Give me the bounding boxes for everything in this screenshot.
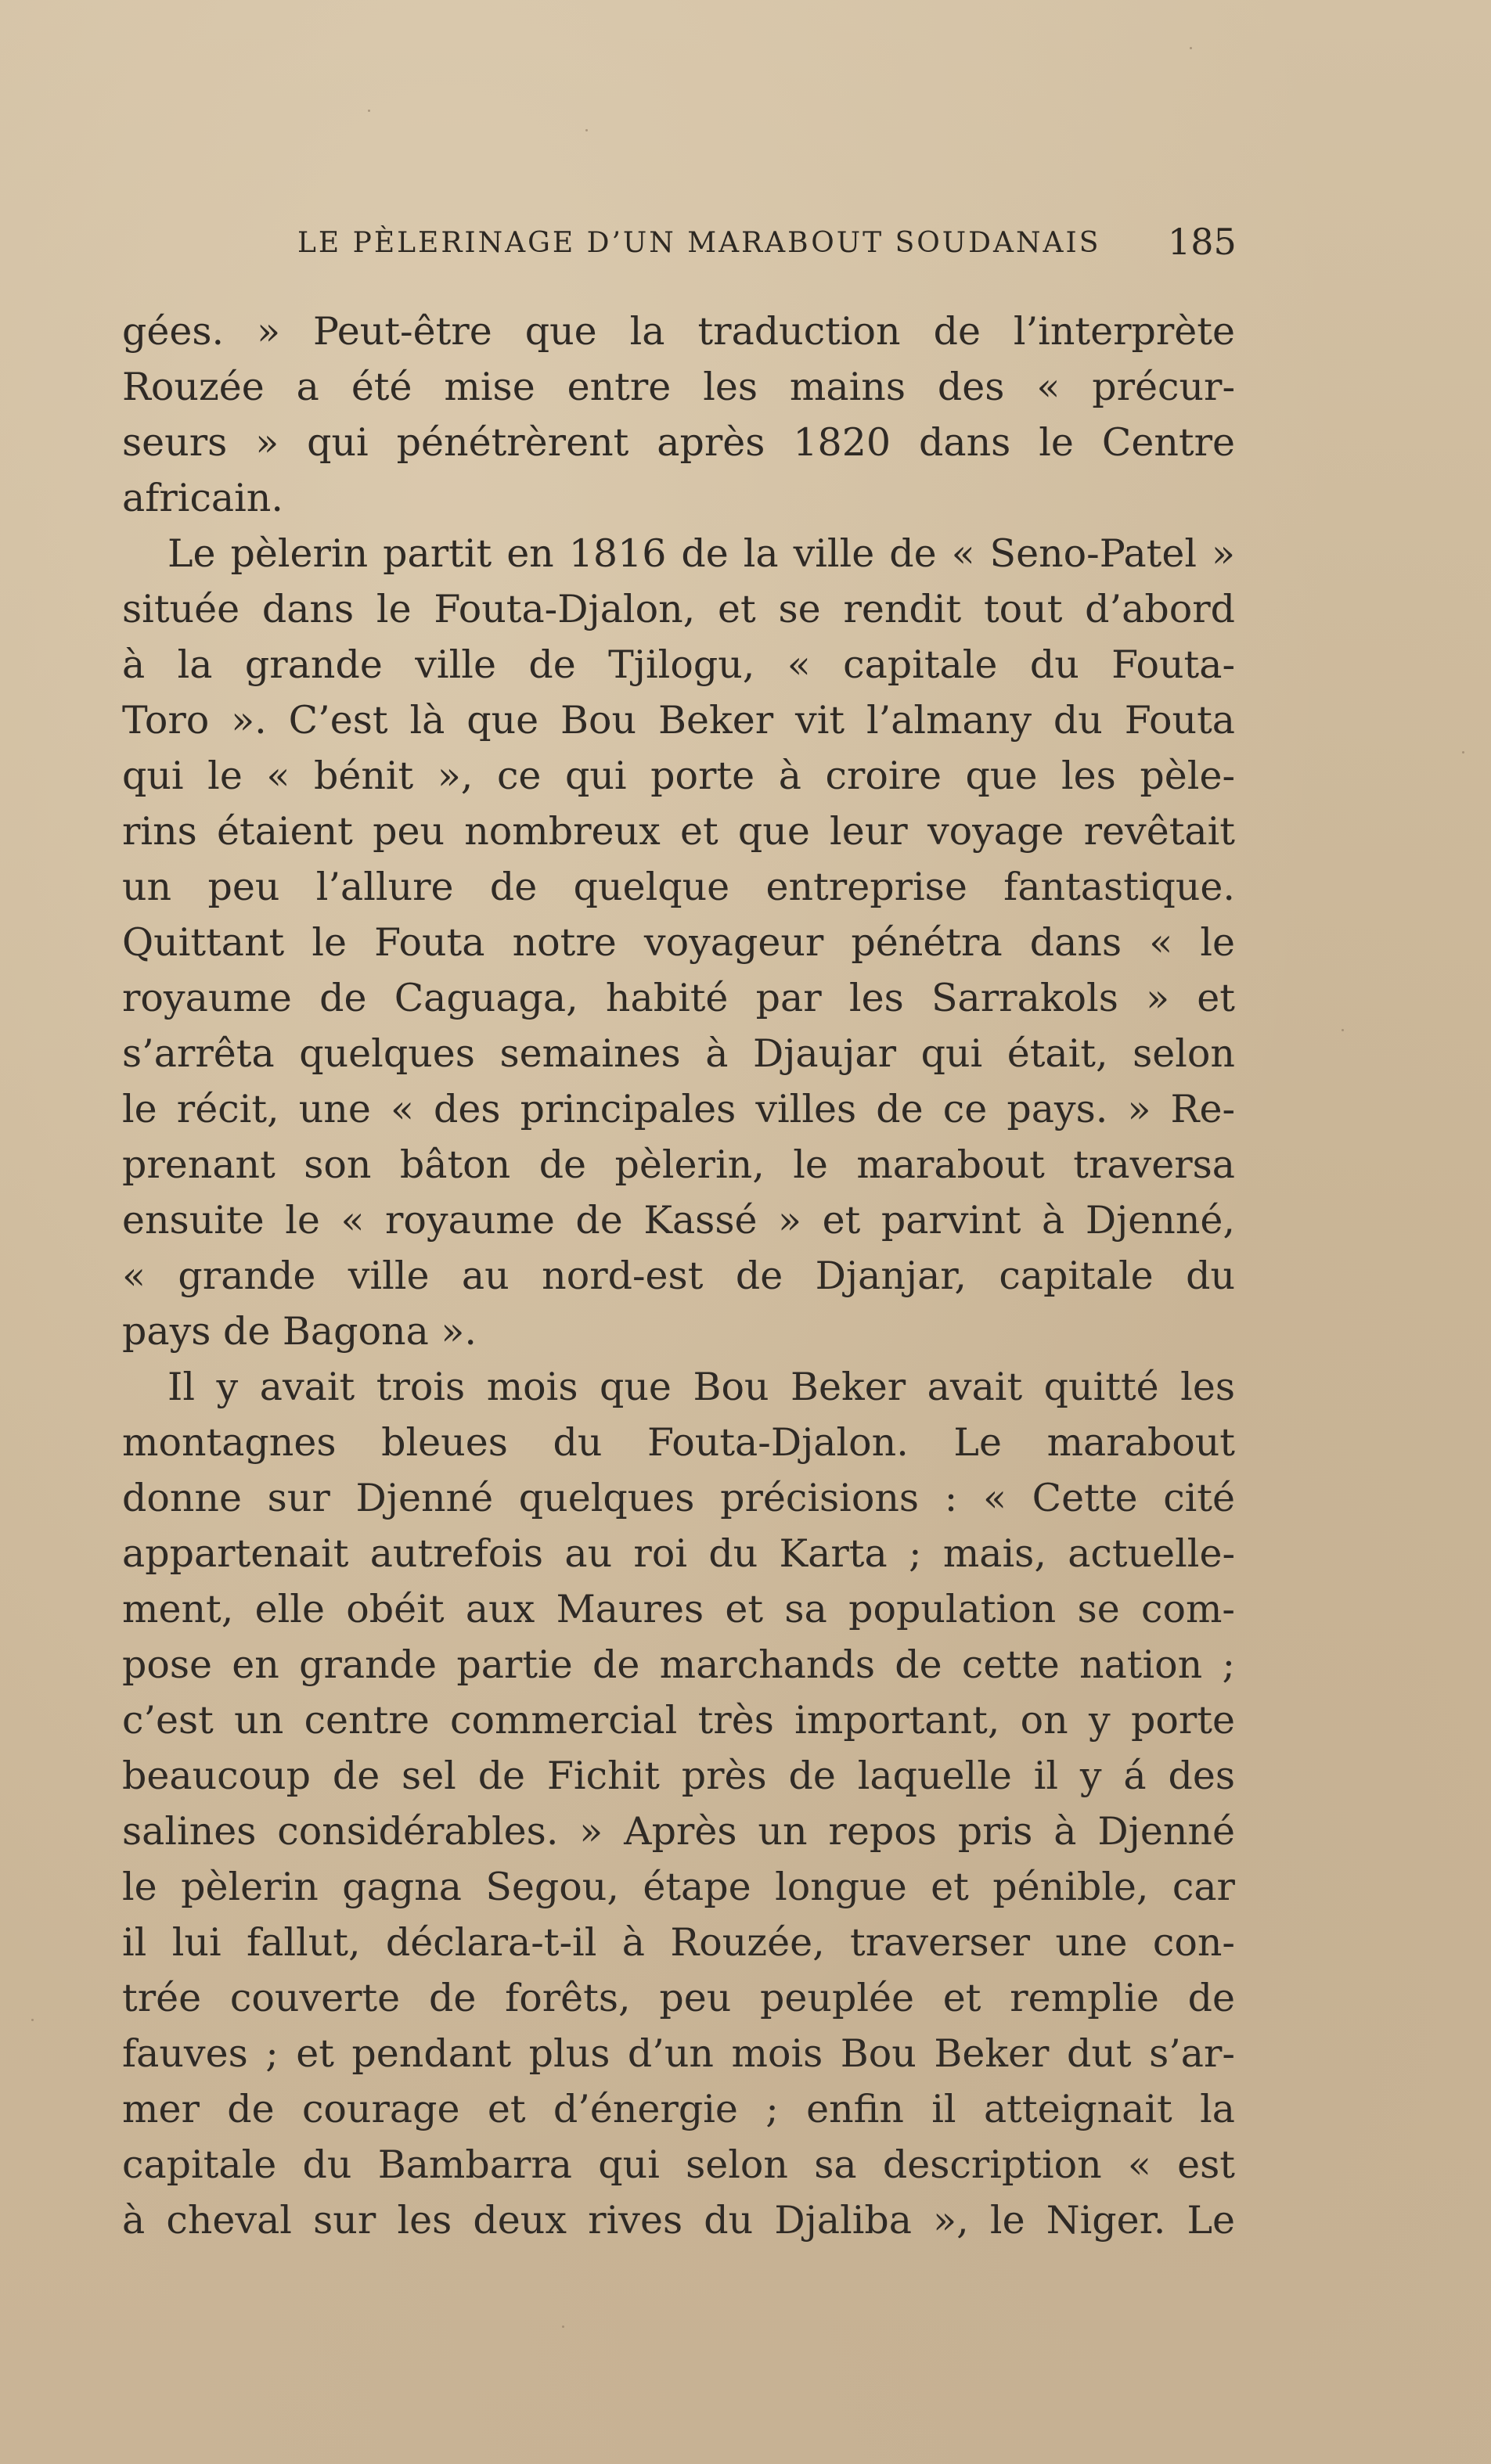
text-line: située dans le Fouta-Djalon, et se rendit tout d’abord [122,587,1235,631]
text-line: salines considérables. » Après un repos pris à Djenné [122,1809,1235,1854]
text-line: c’est un centre commercial très important, on y porte [122,1698,1235,1743]
text-line: prenant son bâton de pèlerin, le marabout traversa [122,1142,1235,1187]
body-text [122,304,1235,2248]
text-line: à cheval sur les deux rives du Djaliba », le Niger. Le [122,2198,1235,2243]
text-line: rins étaient peu nombreux et que leur voyage revêtait [122,809,1235,854]
text-line: Toro ». C’est là que Bou Beker vit l’almany du Fouta [122,698,1235,743]
text-line: fauves ; et pendant plus d’un mois Bou Beker dut s’ar- [122,2031,1235,2076]
text-line: ensuite le « royaume de Kassé » et parvint à Djenné, [122,1198,1235,1243]
text-line: s’arrêta quelques semaines à Djaujar qui était, selon [122,1031,1235,1076]
text-line: mer de courage et d’énergie ; enfin il atteignait la [122,2087,1235,2131]
text-line: seurs » qui pénétrèrent après 1820 dans le Centre [122,420,1235,465]
text-line: un peu l’allure de quelque entreprise fantastique. [122,865,1235,909]
text-line: montagnes bleues du Fouta-Djalon. Le marabout [122,1420,1235,1465]
paper-speck [368,110,370,112]
paper-speck [1190,47,1192,49]
text-line: Il y avait trois mois que Bou Beker avait quitté les [167,1365,1235,1409]
text-line: Rouzée a été mise entre les mains des « précur- [122,365,1235,409]
paper-speck [562,2326,564,2328]
text-line: il lui fallut, déclara-t-il à Rouzée, traverser une con- [122,1920,1235,1965]
text-line: qui le « bénit », ce qui porte à croire que les pèle- [122,754,1235,798]
text-line: Le pèlerin partit en 1816 de la ville de « Seno-Patel » [167,531,1235,576]
text-line: le pèlerin gagna Segou, étape longue et pénible, car [122,1865,1235,1909]
running-head: LE PÈLERINAGE D’UN MARABOUT SOUDANAIS [297,227,1101,259]
text-line: « grande ville au nord-est de Djanjar, capitale du [122,1254,1235,1298]
text-line: royaume de Caguaga, habité par les Sarrakols » et [122,976,1235,1020]
page-number: 185 [1168,221,1237,263]
text-line: capitale du Bambarra qui selon sa description « est [122,2142,1235,2187]
text-line: trée couverte de forêts, peu peuplée et remplie de [122,1976,1235,2020]
text-line: le récit, une « des principales villes de ce pays. » Re- [122,1087,1235,1131]
paper-speck [1462,751,1464,754]
text-line: pays de Bagona ». [122,1309,477,1354]
text-line: ment, elle obéit aux Maures et sa population se com- [122,1587,1235,1631]
text-line: appartenait autrefois au roi du Karta ; mais, actuelle- [122,1531,1235,1576]
text-line: donne sur Djenné quelques précisions : « Cette cité [122,1476,1235,1520]
text-line: gées. » Peut-être que la traduction de l’interprète [122,309,1235,354]
paper-speck [31,2019,34,2021]
text-line: africain. [122,476,283,520]
paper-speck [1342,1029,1344,1031]
paper-speck [585,129,588,131]
text-line: à la grande ville de Tjilogu, « capitale du Fouta- [122,642,1235,687]
text-line: beaucoup de sel de Fichit près de laquelle il y á des [122,1754,1235,1798]
text-line: Quittant le Fouta notre voyageur pénétra dans « le [122,920,1235,965]
text-line: pose en grande partie de marchands de cette nation ; [122,1642,1235,1687]
